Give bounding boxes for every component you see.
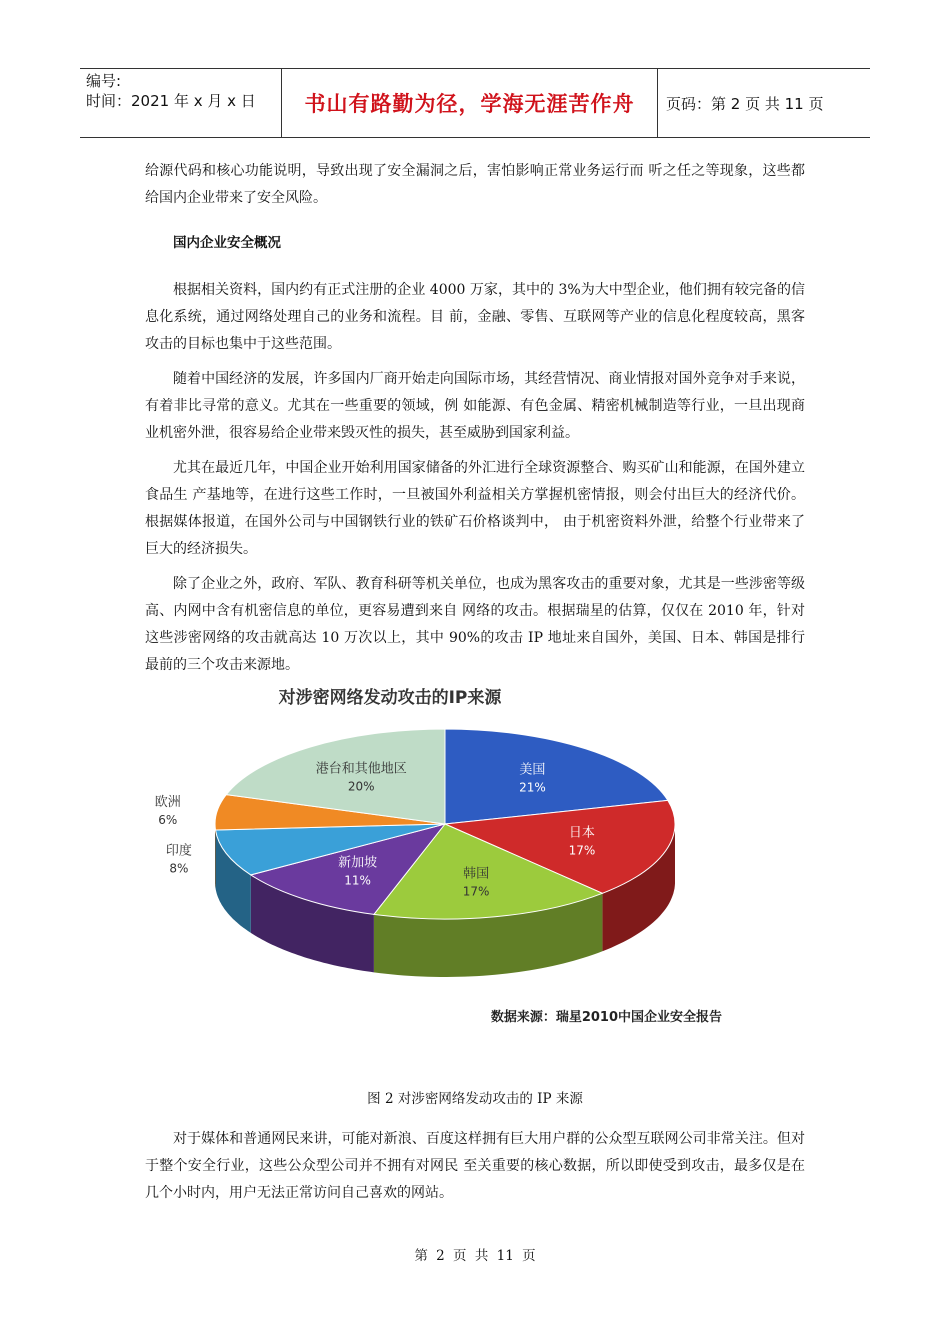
pie-value-6: 20% [347,779,375,794]
pie-label-2: 韩国 [463,866,490,882]
pie-value-2: 17% [462,884,490,899]
pie-chart-svg [154,676,770,1036]
page-footer: 第 2 页 共 11 页 [414,1248,536,1264]
number-label: 编号: [86,72,122,90]
pie-chart [154,676,770,1036]
document-body-bottom [145,1126,805,1207]
paragraph-5: 对于媒体和普通网民来讲，可能对新浪、百度这样拥有巨大用户群的公众型互联网公司非常关注。但对于整个安全行业，这些公众型公司并不拥有对网民 至关重要的核心数据，所以即使受到攻击，最多仅是在几个小时内，用户无法正常访问自己喜欢的网站。 [145,1131,805,1201]
paragraph-3: 尤其在最近几年，中国企业开始利用国家储备的外汇进行全球资源整合、购买矿山和能源，在国外建立食品生 产基地等，在进行这些工作时，一旦被国外利益相关方掌握机密情报，则会付出巨大的经济代价。根据媒体报道，在国外公司与中国钢铁行业的铁矿石价格谈判中， 由于机密资料外泄，给整个行业带来了巨大的经济损失。 [145,460,805,557]
pie-label-6: 港台和其他地区 [315,761,407,777]
pie-value-0: 21% [519,780,546,795]
motto: 书山有路勤为径，学海无涯苦作舟 [304,92,635,116]
chart-source-note: 数据来源：瑞星2010中国企业安全报告 [490,1010,722,1025]
pie-label-5: 欧洲 [154,795,181,810]
pie-value-5: 6% [158,813,178,827]
pie-value-4: 8% [169,861,189,876]
header-motto-cell [281,69,658,137]
pie-value-1: 17% [568,843,596,858]
figure-caption: 图 2 对涉密网络发动攻击的 IP 来源 [367,1091,583,1107]
pie-label-3: 新加坡 [338,855,378,871]
section-heading: 国内企业安全概况 [173,235,281,251]
paragraph-0: 给源代码和核心功能说明，导致出现了安全漏洞之后，害怕影响正常业务运行而 听之任之等现象，这些都给国内企业带来了安全风险。 [145,163,805,206]
paragraph-2: 随着中国经济的发展，许多国内厂商开始走向国际市场，其经营情况、商业情报对国外竞争对手来说，有着非比寻常的意义。尤其在一些重要的领域，例 如能源、有色金属、精密机械制造等行业，一旦出现商业机密外泄，很容易给企业带来毁灭性的损失，甚至威胁到国家利益。 [145,371,805,441]
pie-label-4: 印度 [165,843,192,859]
chart-title: 对涉密网络发动攻击的IP来源 [278,688,502,708]
header-page-cell [658,69,870,137]
pie-value-3: 11% [344,873,371,888]
pie-side-5 [215,825,216,888]
pie-label-1: 日本 [568,825,595,841]
paragraph-1: 根据相关资料，国内约有正式注册的企业 4000 万家，其中的 3%为大中型企业，他们拥有较完备的信息化系统，通过网络处理自己的业务和流程。目 前，金融、零售、互联网等产业的信息化程度较高，黑客攻击的目标也集中于这些范围。 [145,282,805,352]
pie-label-0: 美国 [519,762,546,778]
document-body-top [145,158,805,679]
page-header [80,68,870,138]
header-meta [80,69,281,137]
page-label: 页码：第 2 页 共 11 页 [666,94,824,113]
date-label: 时间：2021 年 x 月 x 日 [86,92,256,110]
paragraph-4: 除了企业之外，政府、军队、教育科研等机关单位，也成为黑客攻击的重要对象，尤其是一些涉密等级高、内网中含有机密信息的单位，更容易遭到来自 网络的攻击。根据瑞星的估算，仅仅在 2010 年，针对这些涉密网络的攻击就高达 10 万次以上，其中 90%的攻击 IP 地址来自国外，美国、日本、韩国是排行最前的三个攻击来源地。 [145,576,805,673]
